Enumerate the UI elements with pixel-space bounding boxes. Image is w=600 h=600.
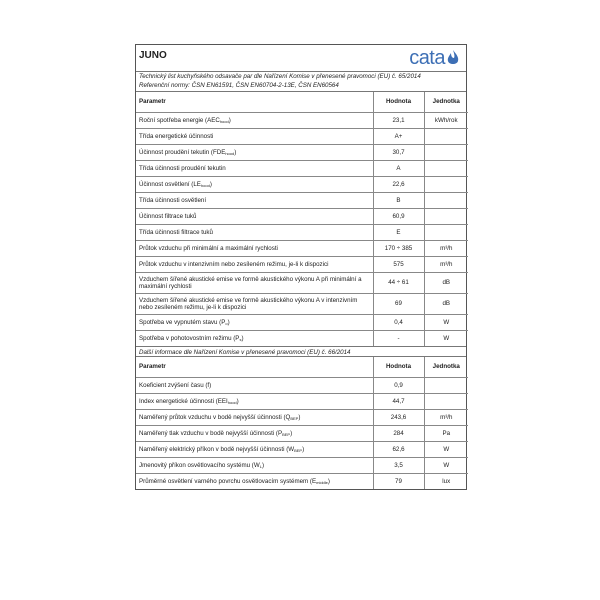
parameter-unit — [424, 177, 468, 193]
subscript: hood — [200, 182, 210, 188]
model-name: JUNO — [139, 50, 167, 61]
parameter-value: B — [373, 193, 424, 209]
column-header-value: Hodnota — [373, 92, 424, 113]
parameter-value: 170 ÷ 385 — [373, 241, 424, 257]
parameter-value: 23,1 — [373, 113, 424, 129]
parameter-value: 22,6 — [373, 177, 424, 193]
parameter-unit: kWh/rok — [424, 113, 468, 129]
table-row — [136, 426, 468, 442]
parameter-unit: W — [424, 458, 468, 474]
parameter-value: 79 — [373, 474, 424, 490]
parameter-unit — [424, 129, 468, 145]
subscript: hood — [219, 118, 229, 124]
parameter-label: Vzduchem šířené akustické emise ve formě akustického výkonu A v intenzivním nebo zesíleném režimu, je-li k dispozici — [136, 294, 373, 315]
parameter-label: Účinnost filtrace tuků — [136, 209, 373, 225]
parameter-value: A — [373, 161, 424, 177]
parameter-unit: Pa — [424, 426, 468, 442]
table-row — [136, 145, 468, 161]
parameter-value: 0,4 — [373, 315, 424, 331]
parameter-value: 3,5 — [373, 458, 424, 474]
table-row — [136, 442, 468, 458]
parameter-unit — [424, 193, 468, 209]
parameter-value: 0,9 — [373, 378, 424, 394]
subscript: hood — [225, 150, 235, 156]
parameter-value: 44,7 — [373, 394, 424, 410]
parameter-label: Koeficient zvýšení času (f) — [136, 378, 373, 394]
table-row — [136, 257, 468, 273]
parameter-unit: m³/h — [424, 410, 468, 426]
parameter-label: Naměřený tlak vzduchu v bodě nejvyšší účinnosti $(P_{BEP})$ — [136, 426, 373, 442]
subscript: BEP — [282, 431, 291, 437]
regulation-note — [136, 72, 466, 92]
parameter-label: Třída účinnosti osvětlení — [136, 193, 373, 209]
parameter-label: Naměřený elektrický příkon v bodě nejvyšší účinnosti $(W_{BEP})$ — [136, 442, 373, 458]
table-header-row — [136, 357, 468, 378]
parameter-unit — [424, 209, 468, 225]
parameter-value: - — [373, 331, 424, 347]
parameter-label: Třída účinnosti filtrace tuků — [136, 225, 373, 241]
table-row — [136, 225, 468, 241]
table-row — [136, 209, 468, 225]
column-header-unit: Jednotka — [424, 92, 468, 113]
table-row — [136, 394, 468, 410]
parameter-unit: dB — [424, 294, 468, 315]
table-row — [136, 193, 468, 209]
parameter-label: Účinnost osvětlení $(LE_{hood})$ — [136, 177, 373, 193]
parameter-value: 243,6 — [373, 410, 424, 426]
table-row — [136, 177, 468, 193]
parameter-label: Průměrné osvětlení varného povrchu osvětlovacím systémem $(E_{middle})$ — [136, 474, 373, 490]
subscript: hood — [227, 399, 237, 405]
parameter-unit: lux — [424, 474, 468, 490]
parameter-label: Vzduchem šířené akustické emise ve formě akustického výkonu A při minimální a maximální rychlosti — [136, 273, 373, 294]
subscript: middle — [316, 479, 328, 485]
column-header-parameter: Parametr — [136, 92, 373, 113]
table-row — [136, 273, 468, 294]
parameter-label: Třída účinnosti proudění tekutin — [136, 161, 373, 177]
parameter-value: E — [373, 225, 424, 241]
parameter-label: Naměřený průtok vzduchu v bodě nejvyšší účinnosti $(Q_{BEP})$ — [136, 410, 373, 426]
additional-parameters-table — [136, 357, 468, 489]
energy-datasheet — [135, 44, 467, 490]
table-row — [136, 161, 468, 177]
parameter-unit — [424, 225, 468, 241]
parameter-unit: W — [424, 315, 468, 331]
parameter-unit — [424, 145, 468, 161]
parameter-label: Roční spotřeba energie $(AEC_{hood})$ — [136, 113, 373, 129]
logo-wordmark: cata — [409, 47, 445, 69]
parameter-label: Průtok vzduchu při minimální a maximální rychlosti — [136, 241, 373, 257]
standards-line: Referenční normy: ČSN EN61591, ČSN EN60704-2-13E, ČSN EN60564 — [139, 81, 339, 89]
parameter-label: Účinnost proudění tekutin $(FDE_{hood})$ — [136, 145, 373, 161]
parameter-unit — [424, 161, 468, 177]
subscript: BEP — [290, 415, 299, 421]
cata-logo — [409, 46, 460, 70]
parameter-value: 62,6 — [373, 442, 424, 458]
table-row — [136, 113, 468, 129]
parameter-label: Index energetické účinnosti $(EEI_{hood})$ — [136, 394, 373, 410]
parameter-value: 69 — [373, 294, 424, 315]
table-row — [136, 331, 468, 347]
table-row — [136, 474, 468, 490]
column-header-parameter: Parametr — [136, 357, 373, 378]
table-row — [136, 378, 468, 394]
parameter-unit — [424, 378, 468, 394]
subscript: s — [239, 336, 242, 342]
table-row — [136, 410, 468, 426]
table-row — [136, 241, 468, 257]
flame-icon — [446, 49, 460, 67]
regulation-line: Technický list kuchyňského odsavače par dle Nařízení Komise v přenesené pravomoci (EU) č. 65/2014 — [139, 73, 421, 80]
subscript: o — [225, 320, 228, 326]
datasheet-header — [136, 45, 466, 72]
parameter-value: 575 — [373, 257, 424, 273]
parameter-value: A+ — [373, 129, 424, 145]
parameter-label: Spotřeba ve vypnutém stavu $(P_o)$ — [136, 315, 373, 331]
parameter-value: 284 — [373, 426, 424, 442]
column-header-value: Hodnota — [373, 357, 424, 378]
parameter-unit: m³/h — [424, 257, 468, 273]
parameter-label: Třída energetické účinnosti — [136, 129, 373, 145]
parameter-unit: dB — [424, 273, 468, 294]
parameter-value: 30,7 — [373, 145, 424, 161]
table-row — [136, 129, 468, 145]
main-parameters-table — [136, 92, 468, 346]
parameter-unit: W — [424, 442, 468, 458]
parameter-unit — [424, 394, 468, 410]
table-row — [136, 315, 468, 331]
additional-info-note: Další informace dle Nařízení Komise v přenesené pravomoci (EU) č. 66/2014 — [136, 346, 466, 357]
parameter-unit: m³/h — [424, 241, 468, 257]
parameter-value: 60,9 — [373, 209, 424, 225]
subscript: L — [259, 463, 262, 469]
parameter-label: Průtok vzduchu v intenzivním nebo zesíleném režimu, je-li k dispozici — [136, 257, 373, 273]
parameter-label: Spotřeba v pohotovostním režimu $(P_s)$ — [136, 331, 373, 347]
table-header-row — [136, 92, 468, 113]
parameter-unit: W — [424, 331, 468, 347]
column-header-unit: Jednotka — [424, 357, 468, 378]
parameter-value: 44 ÷ 61 — [373, 273, 424, 294]
subscript: BEP — [294, 447, 303, 453]
table-row — [136, 458, 468, 474]
parameter-label: Jmenovitý příkon osvětlovacího systému $(W_L)$ — [136, 458, 373, 474]
table-row — [136, 294, 468, 315]
